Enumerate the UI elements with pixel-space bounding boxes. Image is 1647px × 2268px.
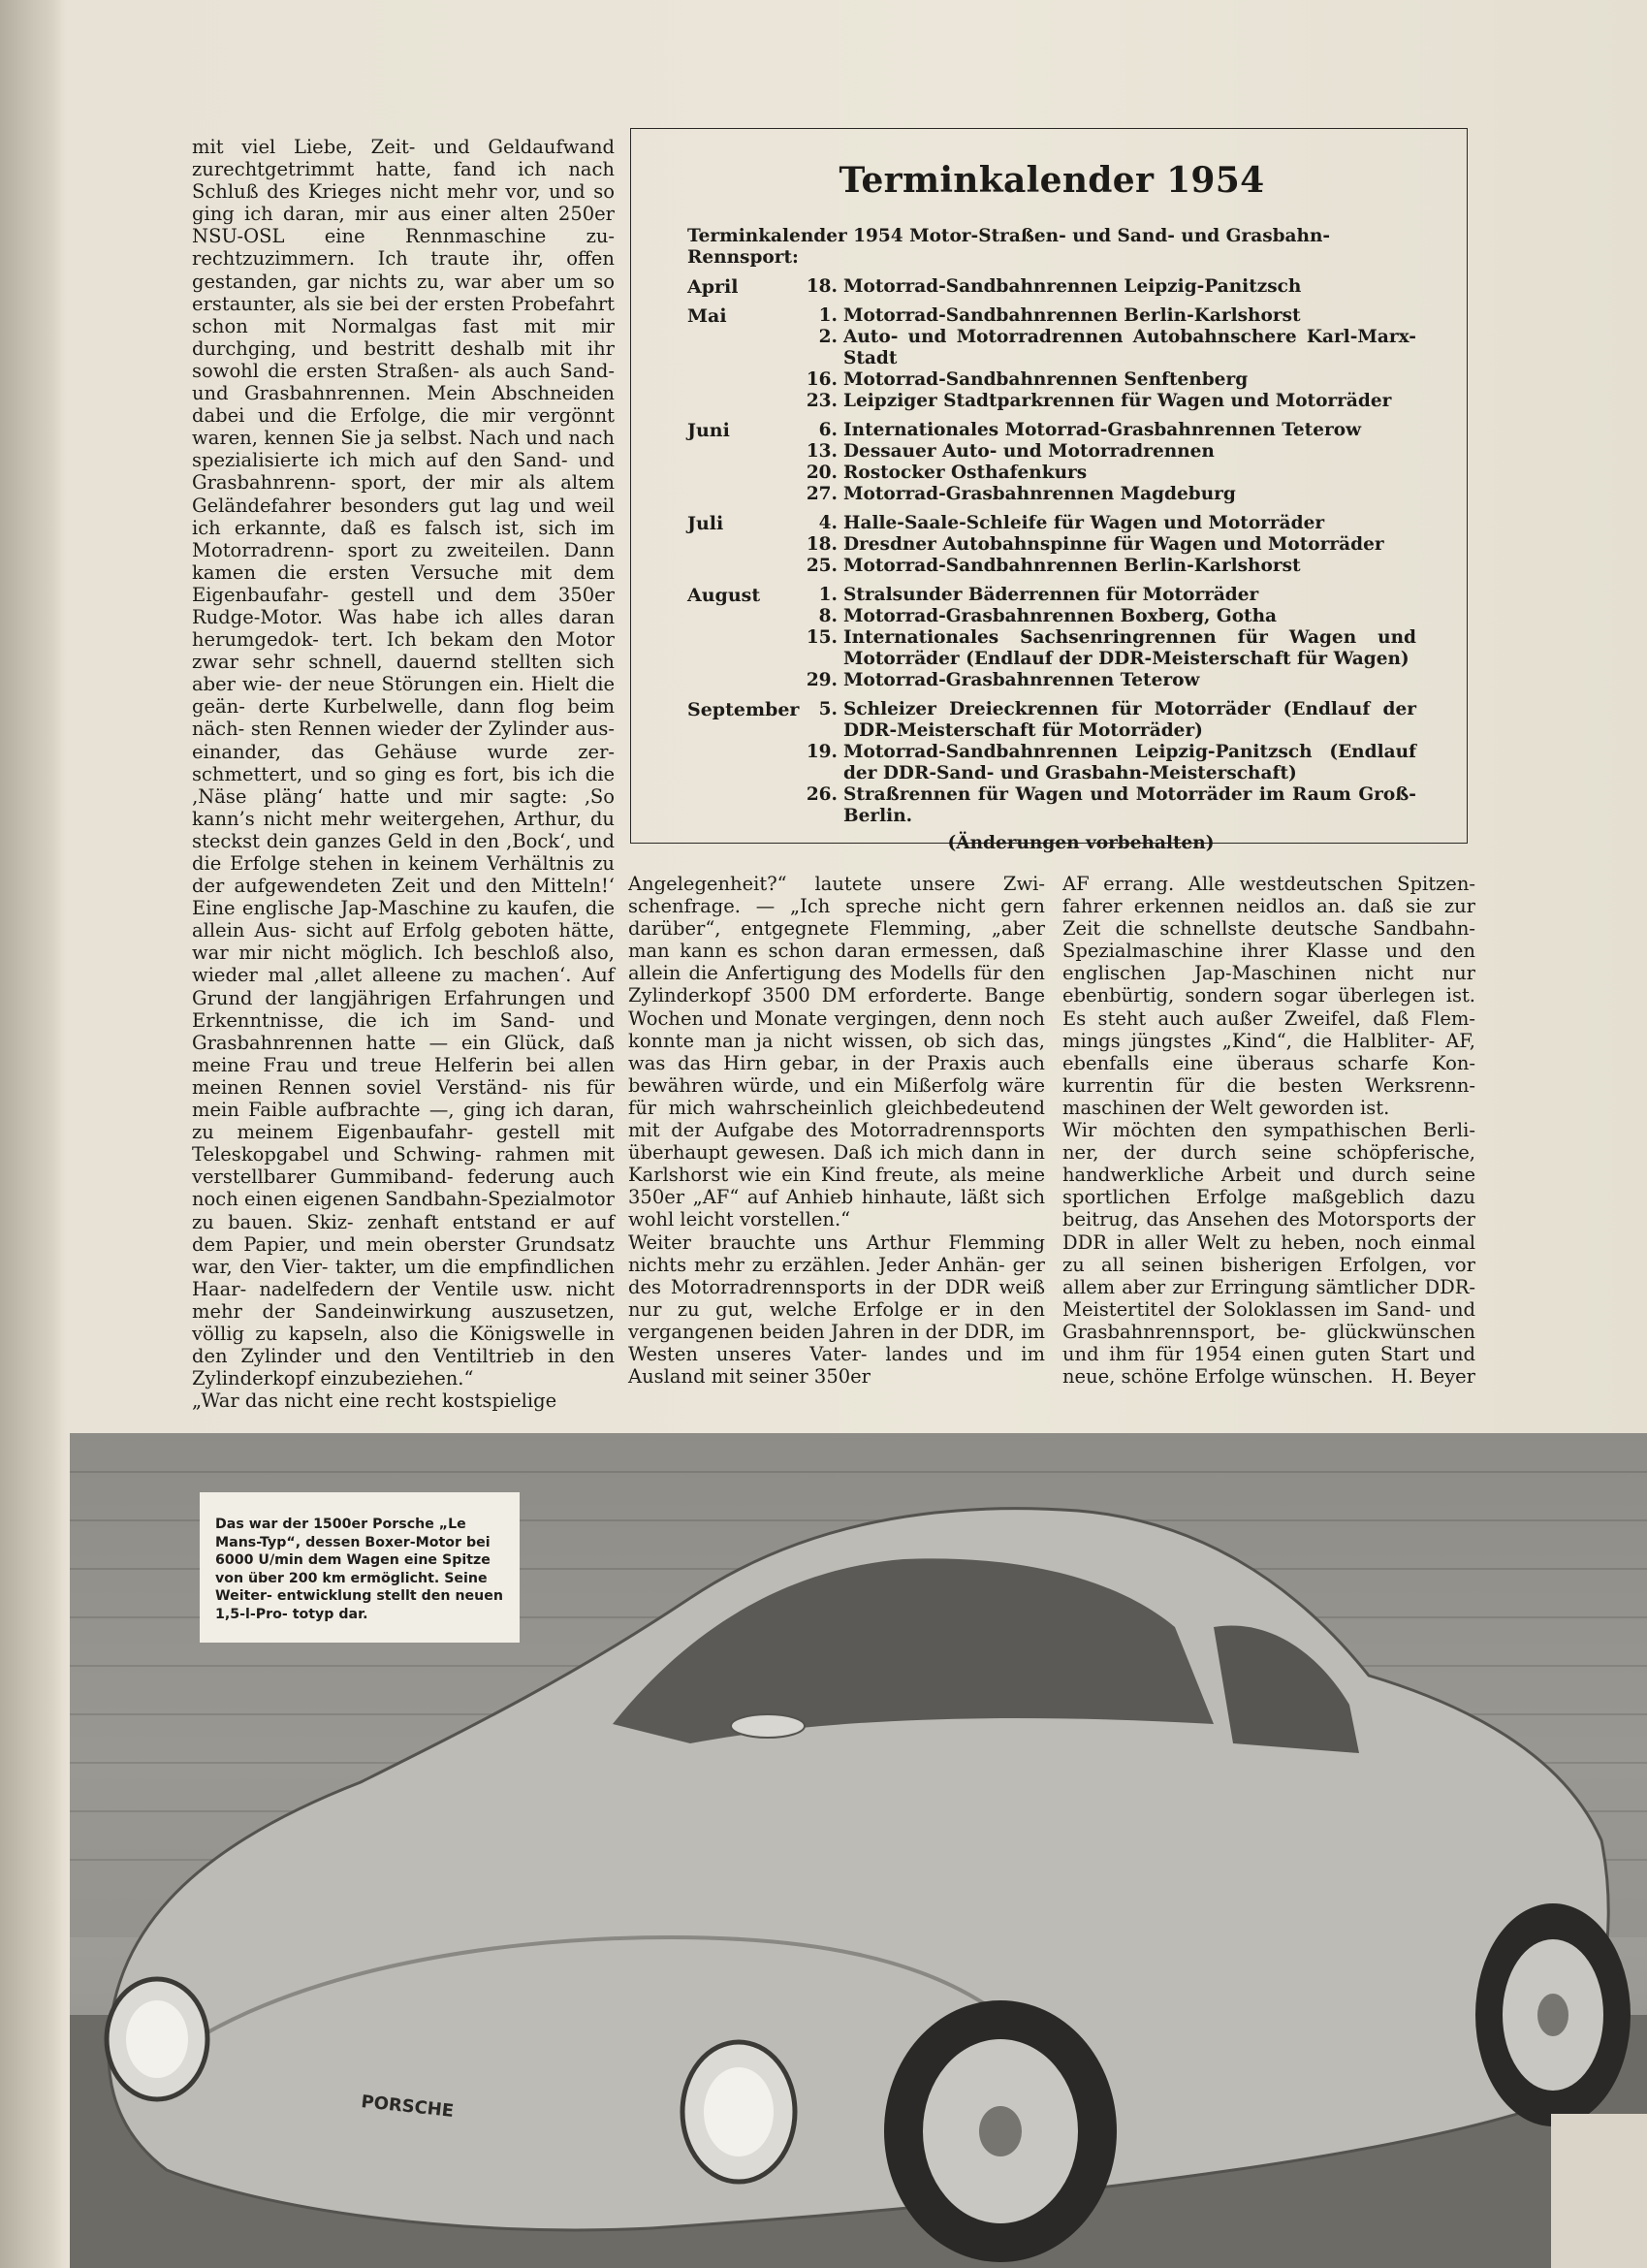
headlight-right [682,2042,795,2182]
calendar-event [799,276,1416,298]
porsche-badge: PORSCHE [360,2092,456,2122]
calendar-event [799,606,1416,627]
calendar-event-day: 2. [818,327,838,347]
calendar-event-title: Motorrad-Grasbahnrennen Boxberg, Gotha [843,606,1278,626]
calendar-event-day: 1. [818,305,838,326]
article-paragraph: AF errang. Alle westdeutschen Spitzen- fahrer erkennen neidlos an. daß sie zur Zeit die schnellste deutsche Sandbahn- Spezialmaschine ihrer Klasse und den englischen Jap-Maschinen nicht nur ebenbürtig, sondern sogar überlegen ist. Es steht auch außer Zweifel, daß Flem- mings jüngstes „Kind“, die Halbliter- AF, ebenfalls eine überaus scharfe Kon- kurrentin für die besten Werksrenn- maschinen der Welt geworden ist. [1062,873,1475,1119]
calendar-event-title: Motorrad-Grasbahnrennen Teterow [843,670,1200,690]
rear-wheel [1475,1903,1631,2126]
calendar-event [799,670,1416,691]
calendar-month [687,305,1416,412]
torn-page-corner [1551,2114,1647,2268]
article-paragraph [1062,1119,1475,1388]
calendar-event [799,784,1416,827]
calendar-event-day: 8. [818,606,838,626]
calendar-month-name: Juli [687,513,724,534]
page-gutter [0,0,62,2268]
author-byline: H. Beyer [1390,1365,1475,1389]
porsche-photo [70,1433,1647,2268]
calendar-event-day: 23. [806,391,838,411]
calendar-event-day: 1. [818,585,838,605]
calendar-event-day: 15. [806,627,838,648]
calendar-event-title: Motorrad-Sandbahnrennen Berlin-Karlshorst [843,305,1301,326]
calendar-event [799,484,1416,505]
calendar-event-title: Straßrennen für Wagen und Motorräder im Raum Groß-Berlin. [843,784,1416,826]
calendar-month [687,699,1416,827]
article-paragraph: Weiter brauchte uns Arthur Flemming nichts mehr zu erzählen. Jeder Anhän- ger des Motorradrennsports in der DDR weiß nur zu gut, welche Erfolge er in den vergangenen beiden Jahren in der DDR, im Westen unseres Vater- landes und im Ausland mit seiner 350er [628,1230,1045,1389]
calendar-month [687,513,1416,577]
calendar-event-list [799,305,1416,412]
calendar-event-list [799,513,1416,577]
calendar-event-day: 18. [806,534,838,555]
calendar-event [799,305,1416,327]
calendar-event [799,369,1416,391]
calendar-event-title: Dessauer Auto- und Motorradrennen [843,441,1215,462]
calendar-event-title: Rostocker Osthafenkurs [843,463,1088,483]
calendar-event-day: 4. [818,513,838,533]
calendar-event-day: 19. [806,742,838,762]
calendar-event-title: Dresdner Autobahnspinne für Wagen und Motorräder [843,534,1384,555]
calendar-months [687,276,1416,827]
calendar-event-list [799,699,1416,827]
headlight-left [107,1979,207,2099]
calendar-event-title: Motorrad-Sandbahnrennen Leipzig-Panitzsch [843,276,1302,297]
calendar-title: Terminkalender 1954 [839,160,1265,201]
calendar-event [799,627,1416,670]
calendar-event-day: 25. [806,556,838,576]
calendar-month-name: Mai [687,305,727,327]
article-closing-text: Wir möchten den sympathischen Berli- ner, der durch seine schöpferische, handwerkliche Arbeit und durch seine sportlichen Erfolge maßgeblich dazu beitrug, das Ansehen des Motorsports der DDR in aller Welt zu heben, noch einmal zu all seinen bisherigen Erfolgen, vor allem aber zur Erringung sämtlicher DDR-Meistertitel der Soloklassen im Sand- und Grasbahnrennsport, be- glückwünschen und ihm für 1954 einen guten Start und neue, schöne Erfolge wünschen. [1062,1119,1475,1389]
calendar-event [799,441,1416,463]
calendar-event [799,327,1416,369]
calendar-note: (Änderungen vorbehalten) [947,833,1215,853]
calendar-event-title: Leipziger Stadtparkrennen für Wagen und Motorräder [843,391,1392,411]
calendar-month-name: Juni [687,420,730,441]
article-paragraph: mit viel Liebe, Zeit- und Geldaufwand zurechtgetrimmt hatte, fand ich nach Schluß des Krieges nicht mehr vor, und so ging ich daran, mir aus einer alten 250er NSU-OSL eine Rennmaschine zu- rechtzuzimmern. Ich traute ihr, offen gestanden, gar nichts zu, war aber um so erstaunter, als sie bei der ersten Probefahrt schon mit Normalgas fast mit mir durchging, und bestritt deshalb mit ihr sowohl die ersten Straßen- als auch Sand- und Grasbahnrennen. Mein Abschneiden dabei und die Erfolge, die mir vergönnt waren, kennen Sie ja selbst. Nach und nach spezialisierte ich mich auf den Sand- und Grasbahnrenn- sport, der mir als altem Geländefahrer besonders gut lag und weil ich erkannte, daß es falsch ist, sich im Motorradrenn- sport zu zweiteilen. Dann kamen die ersten Versuche mit dem Eigenbaufahr- gestell und dem 350er Rudge-Motor. Was habe ich alles daran herumgedok- tert. Ich bekam den Motor zwar sehr schnell, dauernd stellten sich aber wie- der neue Störungen ein. Hielt die geän- derte Kurbelwelle, dann flog beim näch- sten Rennen wieder der Zylinder aus- einander, das Gehäuse wurde zer- schmettert, und so ging es fort, bis ich die ‚Näse pläng‘ hatte und mir sagte: ‚So kann’s nicht mehr weitergehen, Arthur, du steckst dein ganzes Geld in den ‚Bock‘, und die Erfolge stehen in keinem Verhältnis zu der aufgewendeten Zeit und den Mitteln!‘ Eine englische Jap-Maschine zu kaufen, die allein Aus- sicht auf Erfolg geboten hätte, war mir nicht möglich. Ich beschloß also, wieder mal ‚allet alleene zu machen‘. Auf Grund der langjährigen Erfahrungen und Erkenntnisse, die ich im Sand- und Grasbahnrennen hatte — ein Glück, daß meine Frau und treue Helferin bei allen meinen Rennen soviel Verständ- nis für mein Faible aufbrachte —, ging ich daran, zu meinem Eigenbaufahr- gestell mit Teleskopgabel und Schwing- rahmen mit verstellbarer Gummiband- federung auch noch einen eigenen Sandbahn-Spezialmotor zu bauen. Skiz- zenhaft entstand er auf dem Papier, und mein oberster Grundsatz war, den Vier- takter, um die empfindlichen Haar- nadelfedern der Ventile usw. nicht mehr der Sandeinwirkung auszusetzen, völlig zu kapseln, also die Königswelle in den Zylinder und den Ventiltrieb in den Zylinderkopf einzubeziehen.“ [192,136,615,1390]
calendar-event-list [799,585,1416,691]
calendar-event-day: 5. [818,699,838,719]
calendar-month-name: April [687,276,739,298]
article-right-column [1062,873,1475,1388]
calendar-event-day: 27. [806,484,838,504]
calendar-event [799,556,1416,577]
calendar-event-day: 18. [806,276,838,297]
article-middle-column [628,873,1045,1388]
calendar-event [799,585,1416,606]
calendar-month [687,585,1416,691]
calendar-month [687,276,1416,298]
calendar-event [799,391,1416,412]
calendar-event-day: 6. [818,420,838,440]
calendar-month-name: September [687,699,800,720]
calendar-event-list [799,276,1416,298]
calendar-event-title: Halle-Saale-Schleife für Wagen und Motorräder [843,513,1325,533]
article-paragraph: Angelegenheit?“ lautete unsere Zwi- schenfrage. — „Ich spreche nicht gern darüber“, entgegnete Flemming, „aber man kann es schon daran ermessen, daß allein die Anfertigung des Modells für den Zylinderkopf 3500 DM erforderte. Bange Wochen und Monate vergingen, denn noch konnte man ja nicht wissen, ob sich das, was das Hirn gebar, in der Praxis auch bewähren würde, und ein Mißerfolg wäre für mich wahrscheinlich gleichbedeutend mit der Aufgabe des Motorradrennsports überhaupt gewesen. Daß ich mich dann in Karlshorst wie ein Kind freute, als meine 350er „AF“ auf Anhieb hinhaute, läßt sich wohl leicht vorstellen.“ [628,873,1045,1231]
calendar-event-title: Motorrad-Sandbahnrennen Leipzig-Panitzsch (Endlauf der DDR-Sand- und Grasbahn-Meisterschaft) [843,742,1416,783]
calendar-month [687,420,1416,505]
calendar-event-list [799,420,1416,505]
calendar-event [799,463,1416,484]
calendar-event [799,513,1416,534]
calendar-event-title: Schleizer Dreieckrennen für Motorräder (Endlauf der DDR-Meisterschaft für Motorräder) [843,699,1416,741]
calendar-event-title: Stralsunder Bäderrennen für Motorräder [843,585,1259,605]
calendar-intro: Terminkalender 1954 Motor-Straßen- und Sand- und Grasbahn- Rennsport: [687,226,1331,268]
calendar-event-title: Motorrad-Grasbahnrennen Magdeburg [843,484,1236,504]
calendar-event [799,534,1416,556]
calendar-event-title: Internationales Motorrad-Grasbahnrennen Teterow [843,420,1361,440]
article-paragraph: „War das nicht eine recht kostspielige [192,1390,557,1413]
calendar-event-day: 26. [806,784,838,805]
calendar-event-day: 16. [806,369,838,390]
calendar-event-title: Motorrad-Sandbahnrennen Berlin-Karlshorst [843,556,1301,576]
calendar-event-day: 20. [806,463,838,483]
calendar-event-title: Motorrad-Sandbahnrennen Senftenberg [843,369,1249,390]
calendar-event-day: 13. [806,441,838,462]
calendar-event-day: 29. [806,670,838,690]
calendar-month-name: August [687,585,761,606]
calendar-event-title: Internationales Sachsenringrennen für Wagen und Motorräder (Endlauf der DDR-Meisterschaft für Wagen) [843,627,1416,669]
calendar-event-title: Auto- und Motorradrennen Autobahnschere Karl-Marx-Stadt [843,327,1416,368]
calendar-event [799,699,1416,742]
photo-caption: Das war der 1500er Porsche „Le Mans-Typ“, dessen Boxer-Motor bei 6000 U/min dem Wagen eine Spitze von über 200 km ermöglicht. Seine Weiter- entwicklung stellt den neuen 1,5-l-Pro- totyp dar. [200,1492,520,1643]
front-wheel [884,2000,1117,2262]
calendar-event [799,420,1416,441]
calendar-event [799,742,1416,784]
article-left-column [192,136,615,1412]
event-calendar-box [630,128,1468,853]
